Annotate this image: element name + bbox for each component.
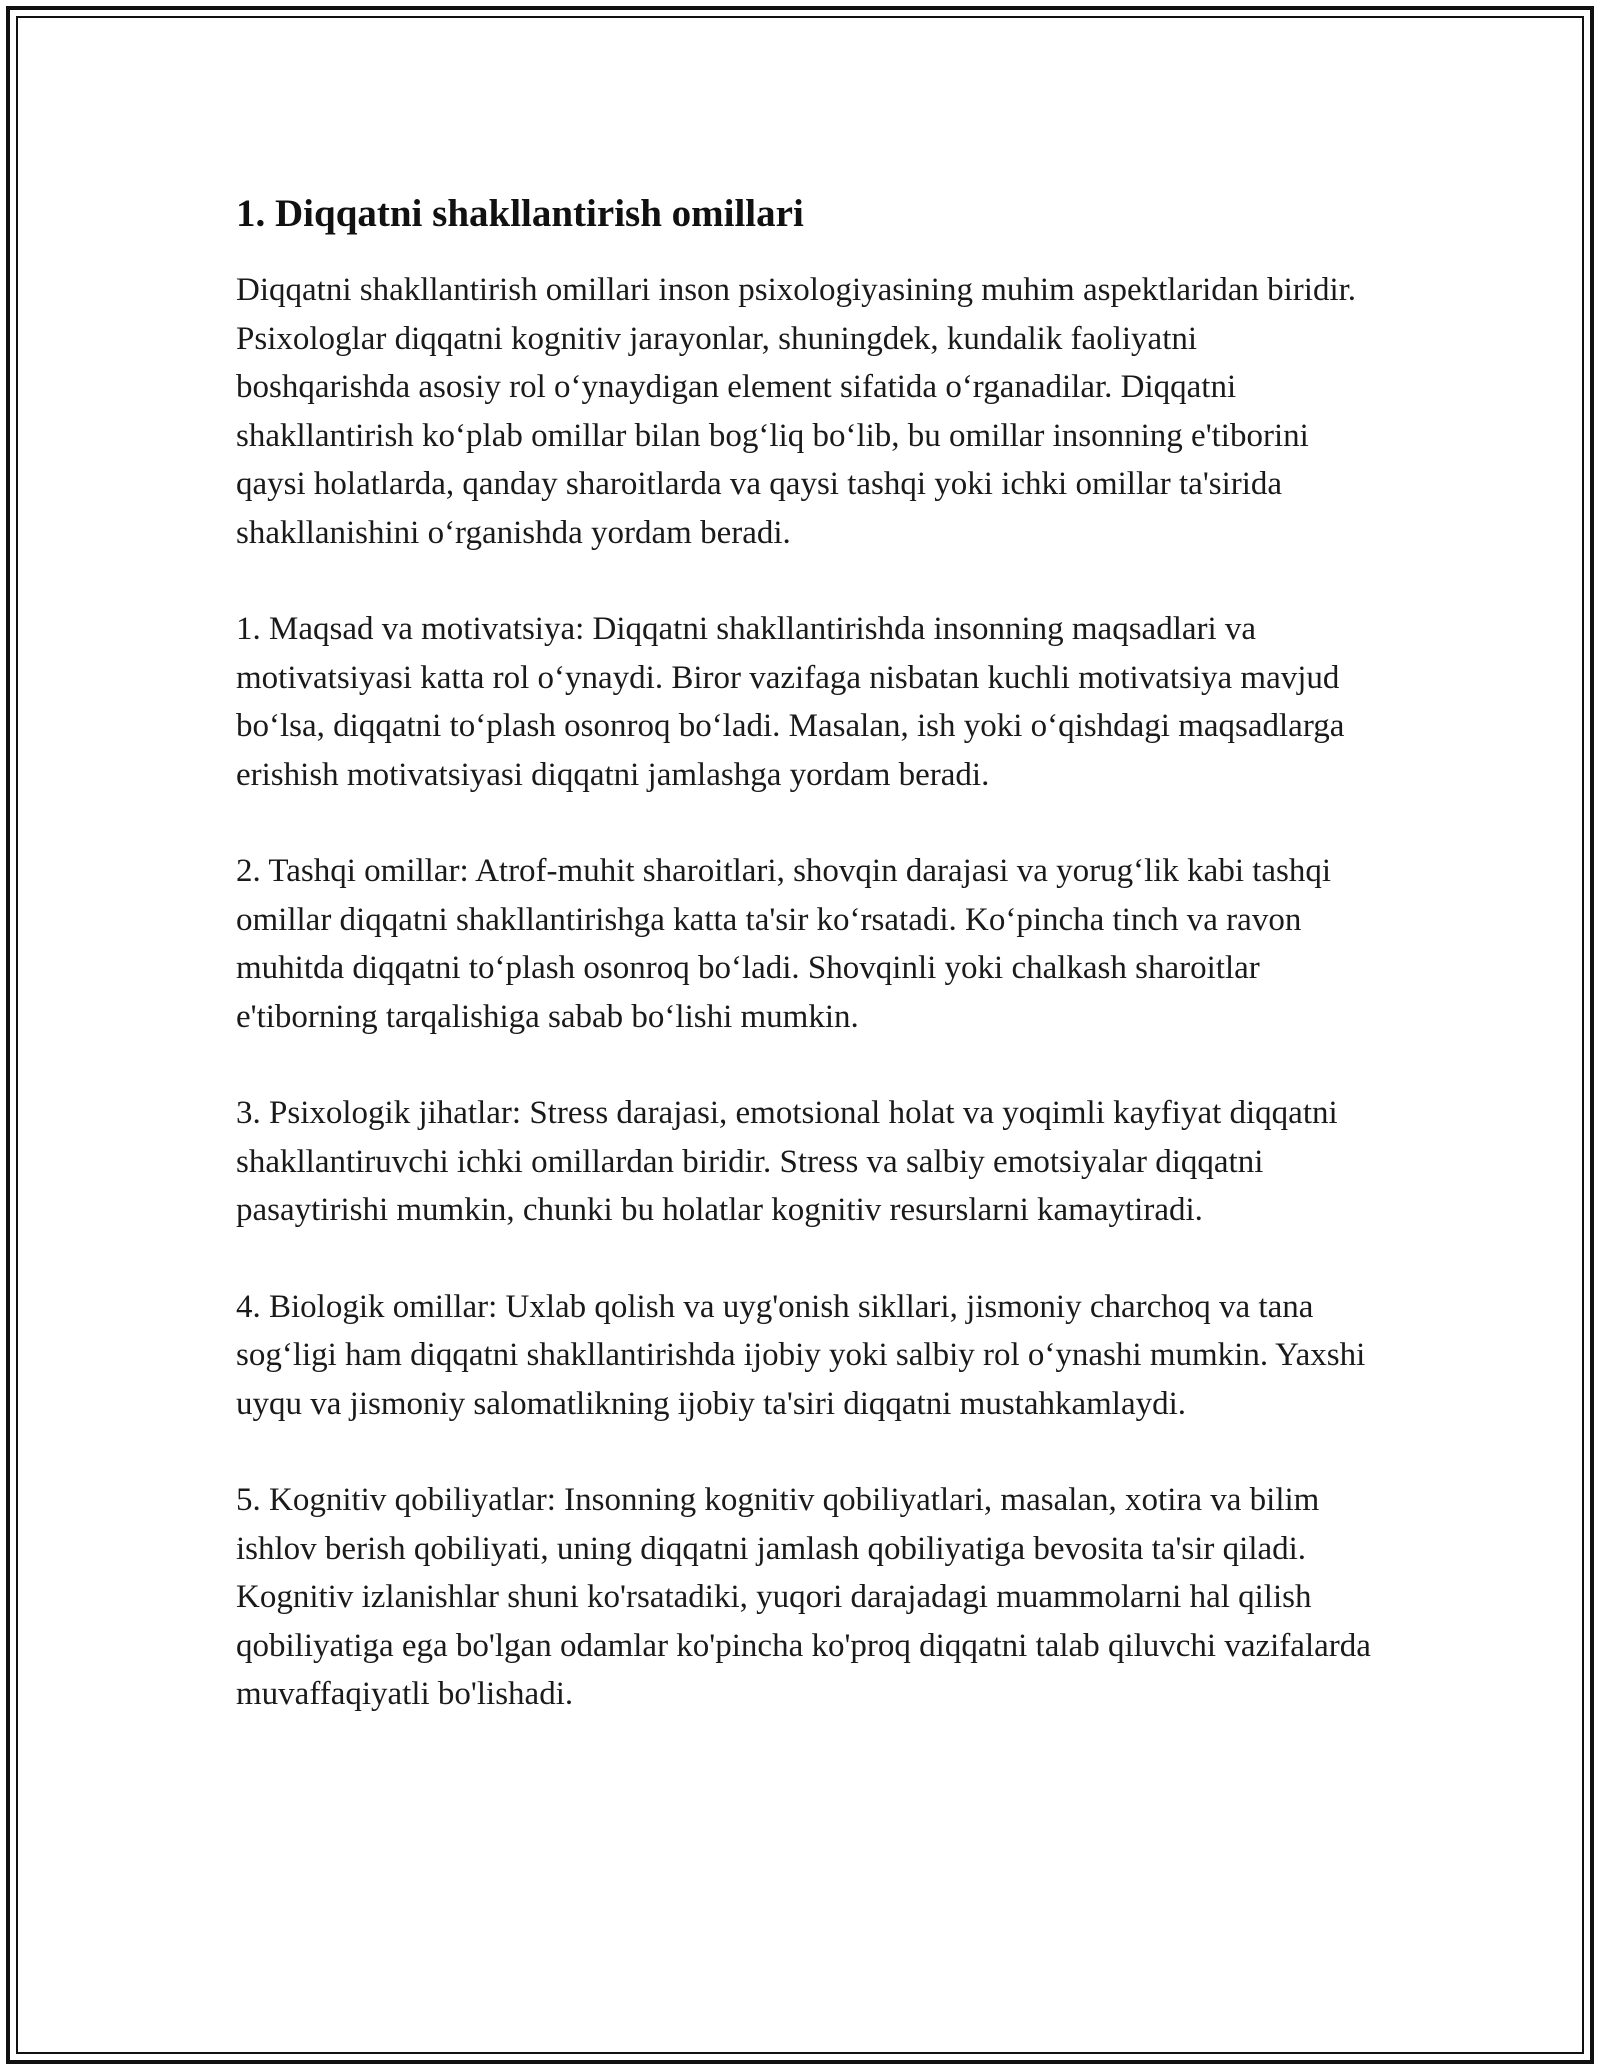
paragraph-biological-factors: 4. Biologik omillar: Uxlab qolish va uyg'onish sikllari, jismoniy charchoq va tana sog‘ligi ham diqqatni shakllantirishda ijobiy yoki salbiy rol o‘ynashi mumkin. Yaxshi uyqu va jismoniy salomatlikning ijobiy ta'siri diqqatni mustahkamlaydi. <box>236 1288 1366 1422</box>
paragraph-psychological-aspects: 3. Psixologik jihatlar: Stress darajasi, emotsional holat va yoqimli kayfiyat diqqatni shakllantiruvchi ichki omillardan biridir. Stress va salbiy emotsiyalar diqqatni pasaytirishi mumkin, chunki bu holatlar kognitiv resurslarni kamaytiradi. <box>236 1095 1338 1228</box>
paragraph-external-factors: 2. Tashqi omillar: Atrof-muhit sharoitlari, shovqin darajasi va yorug‘lik kabi tashqi omillar diqqatni shakllantirishga katta ta'sir ko‘rsatadi. Ko‘pincha tinch va ravon muhitda diqqatni to‘plash osonroq bo‘ladi. Shovqinli yoki chalkash sharoitlar e'tiborning tarqalishiga sabab bo‘lishi mumkin. <box>236 853 1332 1035</box>
document-body <box>236 188 1376 1767</box>
intro-paragraph: Diqqatni shakllantirish omillari inson psixologiyasining muhim aspektlaridan biridir. Psixologlar diqqatni kognitiv jarayonlar, shuningdek, kundalik faoliyatni boshqarishda asosiy rol o‘ynaydigan element sifatida o‘rganadilar. Diqqatni shakllantirish ko‘plab omillar bilan bog‘liq bo‘lib, bu omillar insonning e'tiborini qaysi holatlarda, qanday sharoitlarda va qaysi tashqi yoki ichki omillar ta'sirida shakllanishini o‘rganishda yordam beradi. <box>236 272 1357 551</box>
paragraph-cognitive-abilities: 5. Kognitiv qobiliyatlar: Insonning kognitiv qobiliyatlari, masalan, xotira va bilim ishlov berish qobiliyati, uning diqqatni jamlash qobiliyatiga bevosita ta'sir qiladi. Kognitiv izlanishlar shuni ko'rsatadiki, yuqori darajadagi muammolarni hal qilish qobiliyatiga ega bo'lgan odamlar ko'pincha ko'proq diqqatni talab qiluvchi vazifalarda muvaffaqiyatli bo'lishadi. <box>236 1482 1371 1712</box>
section-heading: 1. Diqqatni shakllantirish omillari <box>236 192 804 235</box>
paragraph-motivation: 1. Maqsad va motivatsiya: Diqqatni shakllantirishda insonning maqsadlari va motivatsiyasi katta rol o‘ynaydi. Biror vazifaga nisbatan kuchli motivatsiya mavjud bo‘lsa, diqqatni to‘plash osonroq bo‘ladi. Masalan, ish yoki o‘qishdagi maqsadlarga erishish motivatsiyasi diqqatni jamlashga yordam beradi. <box>236 611 1345 793</box>
